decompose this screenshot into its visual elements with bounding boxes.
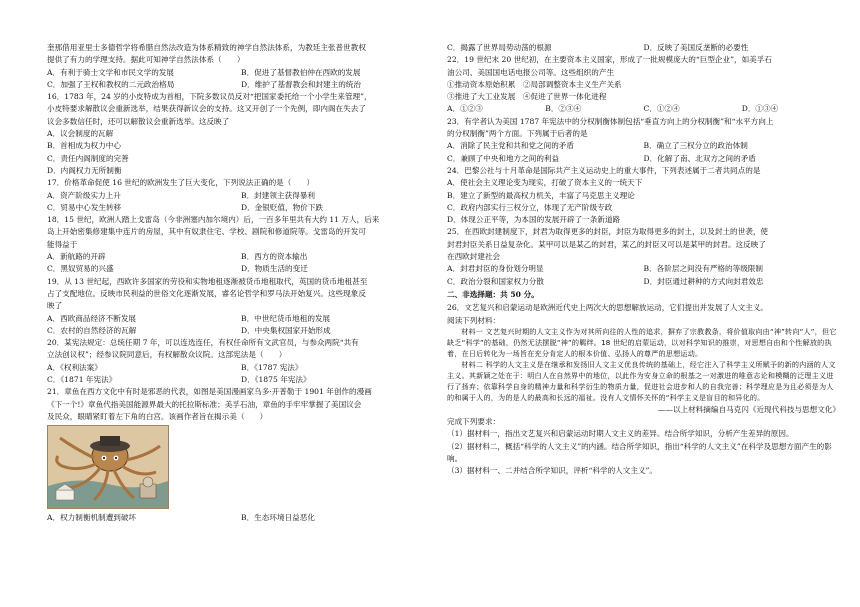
q25-option-a[interactable]: A．封君封臣的身份划分明显 (447, 264, 544, 274)
q16-option-c[interactable]: C．责任内阁制度的完善 (47, 153, 129, 163)
q23-option-d[interactable]: D．化解了南、北双方之间的矛盾 (643, 153, 756, 163)
q19-stem-line: 占了支配地位。反映市民利益的世俗文化逐渐发展，睿名论哲学和罗马法开始复兴。这些现象反 (47, 288, 366, 298)
q15-options (47, 67, 435, 92)
requirements-title: 完成下列要求： (447, 417, 501, 427)
q17-option-a[interactable]: A．资产阶级实力上升 (47, 190, 121, 200)
q18-option-a[interactable]: A．新航路的开辟 (47, 252, 106, 262)
q18-stem-line: 能得益于 (47, 239, 78, 249)
q25-stem-line: 在西欧封建社会 (447, 252, 501, 262)
q21-option-d[interactable]: D．反映了美国反垄断的必要性 (643, 43, 749, 52)
q19-stem-line: 映了 (47, 301, 63, 311)
q23-options (447, 140, 840, 165)
q16-stem-line: 16．1783 年，24 岁的小皮特成为首相，下院多数议员反对“把国家委托给一个小学生来管理”， (47, 92, 372, 102)
q15-text-line: 提供了有力的学理支持。据此可知神学自然法体系（ ） (47, 55, 245, 65)
q15-option-c[interactable]: C．加强了王权和教权的二元政治格局 (47, 79, 175, 89)
q17-stem: 17．价格革命促使 16 世纪的欧洲发生了巨大变化，下列说法正确的是（ ） (47, 178, 315, 188)
q19-option-a[interactable]: A．西欧商品经济不断发展 (47, 313, 137, 323)
q20-option-d[interactable]: D．《1875 年宪法》 (241, 375, 311, 385)
q20-option-b[interactable]: B．《1787 宪法》 (241, 362, 303, 372)
q20-stem-line: 立法创议权”；经参议院同意后，有权解散众议院。这部宪法是（ ） (47, 350, 287, 360)
q22-items-line: ①推动资本原始积累 ②局部调整资本主义生产关系 (447, 79, 622, 89)
q24-option-b[interactable]: B．建立了新型的最高权力机关，丰富了马克思主义理论 (447, 190, 635, 200)
q26-stem-line: 26．文艺复兴和启蒙运动是欧洲近代史上两次大的思想解放运动，它们提出并发展了人文主义。 (447, 303, 769, 313)
requirement-3: （3）据材料一、二并结合所学知识，评析“科学的人文主义”。 (447, 466, 658, 476)
q24-option-c[interactable]: C．政府内部实行三权分立，体现了无产阶级专政 (447, 202, 613, 212)
q22-option-a[interactable]: A．①②③ (447, 104, 483, 114)
material-citation: ——以上材料摘编自马克闪《近现代科技与思想文化》 (657, 404, 840, 414)
q16-stem-line: 议会多数信任时，还可以解散议会重新选举。这反映了 (47, 116, 230, 126)
requirement-1: （1）据材料一，指出文艺复兴和启蒙运动时期人文主义的差异。结合所学知识，分析产生差异的原因。 (447, 429, 794, 439)
left-column (47, 42, 435, 525)
material-two: 材料二 科学的人文主义是在继承和发扬旧人文主义优良传统的基础上，经它注入了科学主义所赋予的新的内涵的人文主义。其新颖之处在于：明白人在自然界中的地位，以此作为安身立命的根基之一对激进的唯意志论和模糊的泛理主义进行了扬弃；依靠科学自身的精神力量和科学衍生的物质力量，促进社会进步和人的自我完善；科学理应是为且必须是为人的和属于人的，为的是人的最高和长远的福祉。没有人文情怀关怀的“科学主义是盲目的和异化的。 (447, 359, 836, 402)
q21-option-c[interactable]: C．揭露了世界局势动荡的根源 (447, 43, 552, 52)
q20-stem-line: 20．某宪法规定：总统任期 7 年，可以连选连任，有权任命所有文武官员，与参众两院“共有 (47, 338, 359, 348)
q21-options (47, 512, 435, 524)
q23-stem-line: 的分权制衡”两个方面。下列属于后者的是 (447, 129, 588, 139)
q18-option-b[interactable]: B．西方的资本输出 (241, 252, 308, 262)
q23-option-c[interactable]: C．兼顾了中央和地方之间的利益 (447, 153, 560, 163)
q23-option-b[interactable]: B．确立了三权分立的政治体制 (643, 141, 748, 151)
q22-option-d[interactable]: D．①③④ (741, 104, 779, 114)
q22-option-c[interactable]: C．①②④ (643, 104, 680, 114)
section-heading: 二、非选择题：共 50 分。 (447, 289, 539, 299)
q17-option-d[interactable]: D．金银贬值，物价下跌 (241, 202, 324, 212)
q22-stem-line: 22．19 世纪末 20 世纪初，在主要资本主义国家，形成了一批规模庞大的“巨型企业”，如美孚石 (447, 55, 772, 65)
q22-items-line: ③推进了大工业发展 ④促进了世界一体化进程 (447, 92, 607, 102)
q18-options (47, 251, 435, 276)
q20-option-a[interactable]: A．《权利法案》 (47, 362, 102, 372)
q26-stem-line: 阅读下列材料： (447, 315, 501, 325)
q20-option-c[interactable]: C．《1871 年宪法》 (47, 375, 117, 385)
q19-option-c[interactable]: C．农村的自然经济的瓦解 (47, 325, 137, 335)
q22-options (447, 103, 840, 115)
material-one: 材料一 文艺复兴时期的人文主义作为对其所向往的人性的追求，摒弃了宗教教条，将价值取向由“神”转向“人”，但它缺乏“科学”的基础，仍然无法摆脱“神”的羁绊。18 世纪的启蒙运动，以对科学知识的推崇，对思想自由和个性解放的执着，在日后转化为一场旨在充分肯定人的根本价值、弘扬人的尊严的思想运动。 (447, 326, 837, 358)
q19-stem-line: 19．从 13 世纪起，西欧许多国家的劳役和实物地租逐渐被货币地租取代，英国的货币地租甚至 (47, 276, 368, 286)
q21-option-b[interactable]: B．生态环境日益恶化 (241, 513, 315, 523)
q21-options-cont (447, 42, 840, 54)
q25-option-d[interactable]: D．封臣通过耕种的方式向封君效忠 (643, 276, 764, 286)
q18-stem-line: 岛上开始密集修建集中连片的房屋，其中有奴隶住宅、学校、剧院和修道院等。戈雷岛的开发可 (47, 227, 366, 237)
q21-stem-line: 21．章鱼在西方文化中有时是邪恶的代表，如图是美国漫画家乌多·开普勒于 1901 年创作的漫画 (47, 387, 372, 397)
q25-stem-line: 25．在西欧封建制度下，封君为取得更多的封臣，封臣为取得更多的封土，以及封土的世袭，使 (447, 227, 769, 237)
q22-option-b[interactable]: B．②③④ (545, 104, 582, 114)
q20-options (47, 362, 435, 387)
q18-option-d[interactable]: D．物质生活的变迁 (241, 264, 308, 274)
q17-option-b[interactable]: B．封建领主获得暴利 (241, 190, 315, 200)
q22-stem-line: 油公司、美国国电话电报公司等。这些组织的产生 (447, 67, 615, 77)
octopus-cartoon-image (47, 425, 169, 509)
q15-option-b[interactable]: B．促进了基督教伯仲在西欧的发展 (241, 67, 361, 77)
q24-stem: 24．巴黎公社与十月革命是国际共产主义运动史上的重大事件，下列表述属于二者共同点的是 (447, 165, 761, 175)
q25-option-b[interactable]: B．各阶层之间没有严格的等级限制 (643, 264, 763, 274)
q15-option-a[interactable]: A．有利于骑士文学和市民文学的发展 (47, 67, 174, 77)
q25-option-c[interactable]: C．政治分裂和国家权力分散 (447, 276, 544, 286)
q16-option-d[interactable]: D．内阁权力无所制衡 (47, 165, 122, 175)
q23-option-a[interactable]: A．消除了民主党和共和党之间的矛盾 (447, 141, 574, 151)
q18-stem-line: 18．15 世纪，欧洲人踏上戈雷岛（今非洲塞内加尔境内）后，一百多年里共有大约 11 万人，后来 (47, 215, 380, 225)
q19-options (47, 313, 435, 338)
q25-stem-line: 封君封臣关系日益复杂化。某甲可以是某乙的封君，某乙的封臣又可以是某甲的封君。这反映了 (447, 239, 766, 249)
q19-option-d[interactable]: D．中央集权国家开始形成 (241, 325, 331, 335)
q15-text-line: 奎那借用亚里士多德哲学将希腊自然法改造为体系精致的神学自然法体系，为教廷主张普世教权 (47, 43, 366, 52)
q16-option-b[interactable]: B．首相成为权力中心 (47, 141, 121, 151)
q21-stem-line: 《下一个!》章鱼代指美国能源界最大的托拉斯标准；美孚石油，章鱼的手牢牢掌握了美国议会 (47, 399, 362, 409)
q18-option-c[interactable]: C．黑奴贸易的兴盛 (47, 264, 114, 274)
q15-option-d[interactable]: D．维护了基督教会和封建主的统治 (241, 79, 361, 89)
q23-stem-line: 23．有学者认为美国 1787 年宪法中的分权制衡体制包括“垂直方向上的分权制衡”和“水平方向上 (447, 116, 774, 126)
q21-stem-line: 及民众，眼睛紧盯着左下角的白宫。该画作者旨在揭示美（ ） (47, 411, 268, 421)
q17-options (47, 190, 435, 215)
q21-option-a[interactable]: A．权力制衡机制遭到破坏 (47, 513, 137, 523)
q16-option-a[interactable]: A．议会制度的瓦解 (47, 129, 114, 139)
q24-option-d[interactable]: D．体现公正平等，为本国的发展开辟了一条新道路 (447, 215, 621, 225)
requirement-2: （2）据材料二，概括“科学的人文主义”的内涵。结合所学知识，指出“科学的人文主义”在科学及思想方面产生的影响。 (447, 441, 832, 463)
q17-option-c[interactable]: C．贸易中心发生转移 (47, 202, 122, 212)
octopus-illustration (48, 426, 168, 508)
q16-stem-line: 小皮特要求解散议会重新选举，结果获得新议会的支持。这又开创了一个先例，即内阁在失去了 (47, 104, 366, 114)
q24-option-a[interactable]: A．使社会主义理论变为现实，打破了资本主义的一统天下 (447, 178, 643, 188)
q19-option-b[interactable]: B．中世纪货币地租的发展 (241, 313, 331, 323)
right-column (447, 42, 840, 478)
q25-options (447, 263, 840, 288)
